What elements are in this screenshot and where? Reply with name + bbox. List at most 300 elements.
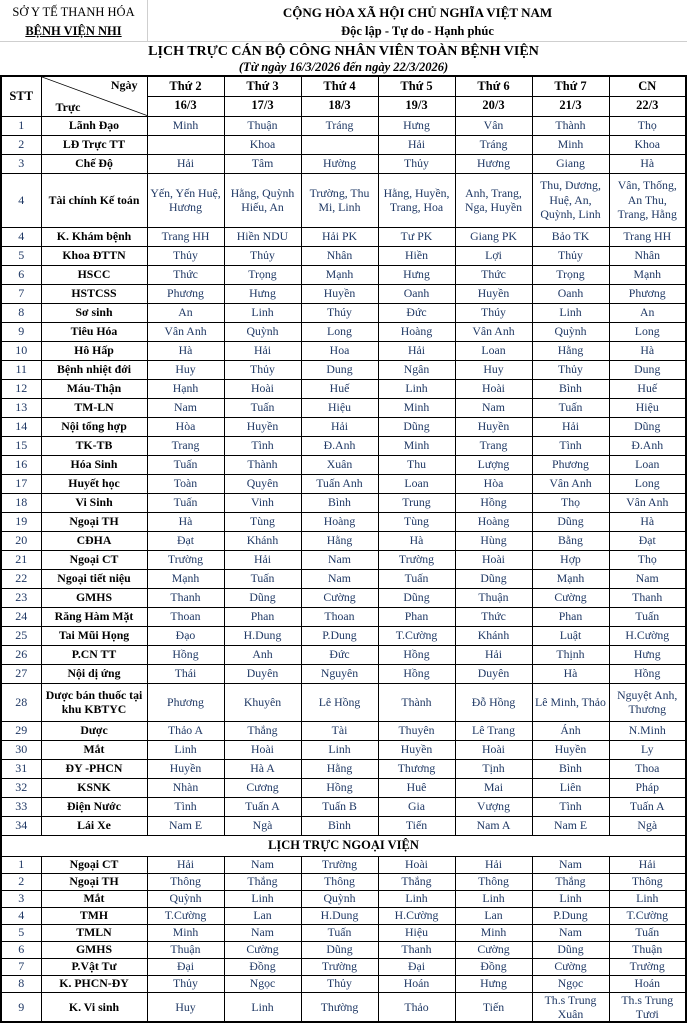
duty-cell: Dũng [532, 941, 609, 958]
duty-cell: Hằng [532, 341, 609, 360]
department-cell: TMLN [41, 924, 147, 941]
duty-cell: Bình [532, 759, 609, 778]
duty-cell: Mai [455, 778, 532, 797]
duty-cell: Hoài [224, 379, 301, 398]
section-title-row [1, 835, 686, 856]
table-row [1, 626, 686, 645]
department-cell: TK-TB [41, 436, 147, 455]
date-header: 22/3 [609, 96, 686, 116]
duty-cell: Tuấn [147, 493, 224, 512]
table-row [1, 816, 686, 835]
duty-cell: Duyên [455, 664, 532, 683]
stt-cell: 11 [1, 360, 41, 379]
duty-cell: Thảo A [147, 721, 224, 740]
table-row [1, 873, 686, 890]
duty-cell: Th.s Trung Tươi [609, 992, 686, 1022]
duty-cell: Hải PK [301, 227, 378, 246]
duty-cell: Thoan [147, 607, 224, 626]
duty-cell: Phương [609, 284, 686, 303]
duty-cell: Tình [224, 436, 301, 455]
duty-cell: Ngà [224, 816, 301, 835]
duty-cell: Linh [609, 890, 686, 907]
duty-cell: Tuấn [378, 569, 455, 588]
table-row [1, 890, 686, 907]
department-cell: Mắt [41, 740, 147, 759]
day-header: CN [609, 76, 686, 96]
duty-cell: Yến, Yến Huệ, Hương [147, 173, 224, 227]
stt-cell: 12 [1, 379, 41, 398]
duty-cell: Hà [609, 341, 686, 360]
stt-cell: 8 [1, 303, 41, 322]
duty-cell: Ly [609, 740, 686, 759]
stt-cell: 4 [1, 227, 41, 246]
duty-cell: Tiến [378, 816, 455, 835]
duty-cell: Thường [301, 992, 378, 1022]
duty-cell: H.Cường [378, 907, 455, 924]
department-cell: Mắt [41, 890, 147, 907]
duty-cell: H.Cường [609, 626, 686, 645]
stt-cell: 14 [1, 417, 41, 436]
stt-cell: 22 [1, 569, 41, 588]
department-cell: Bệnh nhiệt đới [41, 360, 147, 379]
duty-cell: Vân Anh [455, 322, 532, 341]
duty-cell: Thuyên [378, 721, 455, 740]
department-cell: TMH [41, 907, 147, 924]
duty-cell: Tịnh [455, 759, 532, 778]
duty-cell: Thuận [609, 941, 686, 958]
stt-cell: 5 [1, 246, 41, 265]
department-cell: ĐY -PHCN [41, 759, 147, 778]
duty-cell [147, 135, 224, 154]
duty-cell: Dũng [455, 569, 532, 588]
duty-cell: Hoài [455, 550, 532, 569]
duty-cell: Cường [224, 941, 301, 958]
duty-cell: Thắng [378, 873, 455, 890]
duty-cell: Hà [147, 512, 224, 531]
stt-column-header: STT [1, 76, 41, 116]
duty-cell: Phương [147, 284, 224, 303]
duty-cell: Trường [301, 958, 378, 975]
duty-cell [301, 135, 378, 154]
duty-cell: Trường, Thu Mi, Linh [301, 173, 378, 227]
department-cell: HSCC [41, 265, 147, 284]
duty-cell: Hải [532, 417, 609, 436]
department-cell: Ngoại tiết niệu [41, 569, 147, 588]
department-cell: Khoa ĐTTN [41, 246, 147, 265]
department-cell: Lãnh Đạo [41, 116, 147, 135]
duty-cell: Phan [224, 607, 301, 626]
duty-cell: Mạnh [609, 265, 686, 284]
duty-cell: Khoa [224, 135, 301, 154]
duty-cell: Linh [224, 890, 301, 907]
duty-cell: Nam [532, 924, 609, 941]
duty-cell: Bình [301, 816, 378, 835]
day-header: Thứ 6 [455, 76, 532, 96]
duty-cell: Đ.Anh [609, 436, 686, 455]
duty-cell: Bằng [532, 531, 609, 550]
duty-cell: Long [609, 474, 686, 493]
duty-cell: Trọng [224, 265, 301, 284]
duty-cell: Linh [378, 890, 455, 907]
table-row [1, 992, 686, 1022]
department-cell: Hô Hấp [41, 341, 147, 360]
duty-cell: Tuấn [301, 924, 378, 941]
duty-cell: Hiền [378, 246, 455, 265]
duty-cell: Hưng [455, 975, 532, 992]
duty-cell: Thắng [224, 873, 301, 890]
duty-cell: Hiền NDU [224, 227, 301, 246]
duty-cell: Toàn [147, 474, 224, 493]
letterhead [0, 0, 687, 42]
duty-cell: Linh [378, 379, 455, 398]
duty-cell: Thọ [532, 493, 609, 512]
duty-cell: Tuấn B [301, 797, 378, 816]
duty-cell: Liên [532, 778, 609, 797]
table-row [1, 924, 686, 941]
duty-cell: Linh [455, 890, 532, 907]
stt-cell: 1 [1, 856, 41, 873]
department-cell: CĐHA [41, 531, 147, 550]
duty-cell: Lợi [455, 246, 532, 265]
duty-cell: Thức [147, 265, 224, 284]
duty-cell: Tuấn [609, 924, 686, 941]
duty-cell: Tư PK [378, 227, 455, 246]
duty-cell: Hiệu [609, 398, 686, 417]
letterhead-left [0, 0, 148, 41]
duty-cell: Linh [532, 303, 609, 322]
department-cell: Vi Sinh [41, 493, 147, 512]
duty-cell: Hiệu [301, 398, 378, 417]
duty-cell: Phương [532, 455, 609, 474]
stt-cell: 32 [1, 778, 41, 797]
stt-cell: 20 [1, 531, 41, 550]
duty-cell: Hợp [532, 550, 609, 569]
duty-cell: Cường [532, 958, 609, 975]
duty-cell: Vân Anh [147, 322, 224, 341]
table-row [1, 975, 686, 992]
duty-cell: Luật [532, 626, 609, 645]
duty-cell: Đạt [609, 531, 686, 550]
table-row [1, 683, 686, 721]
duty-cell: Hưng [378, 116, 455, 135]
department-cell: Ngoại CT [41, 856, 147, 873]
duty-cell: Hải [224, 550, 301, 569]
duty-cell: Thương [378, 759, 455, 778]
duty-cell: Tuấn A [609, 797, 686, 816]
duty-cell: Anh, Trang, Nga, Huyền [455, 173, 532, 227]
department-cell: GMHS [41, 588, 147, 607]
table-row [1, 135, 686, 154]
duty-cell: Hưng [609, 645, 686, 664]
table-row [1, 436, 686, 455]
stt-cell: 8 [1, 975, 41, 992]
duty-cell: Nam [301, 550, 378, 569]
table-row [1, 246, 686, 265]
duty-cell: Huế [301, 379, 378, 398]
department-cell: Lái Xe [41, 816, 147, 835]
date-header: 18/3 [301, 96, 378, 116]
duty-cell: Hùng [455, 531, 532, 550]
duty-cell: Thông [147, 873, 224, 890]
table-row [1, 303, 686, 322]
duty-cell: Thông [609, 873, 686, 890]
duty-cell: Huyền [532, 740, 609, 759]
table-row [1, 322, 686, 341]
duty-cell: Hằng, Huyền, Trang, Hoa [378, 173, 455, 227]
duty-cell: Thức [455, 607, 532, 626]
day-header: Thứ 7 [532, 76, 609, 96]
department-cell: Dược [41, 721, 147, 740]
date-header: 21/3 [532, 96, 609, 116]
duty-cell: Hồng [378, 645, 455, 664]
duty-cell: Trường [378, 550, 455, 569]
duty-cell: Tuấn [147, 455, 224, 474]
duty-cell: Mạnh [301, 265, 378, 284]
stt-cell: 18 [1, 493, 41, 512]
duty-cell: Minh [455, 924, 532, 941]
duty-cell: Nhàn [147, 778, 224, 797]
duty-cell: An [609, 303, 686, 322]
duty-cell: Thành [224, 455, 301, 474]
stt-cell: 25 [1, 626, 41, 645]
duty-cell: Hoài [224, 740, 301, 759]
duty-cell: Xuân [301, 455, 378, 474]
department-cell: Tiêu Hóa [41, 322, 147, 341]
duty-cell: Thủy [301, 975, 378, 992]
department-cell: Hóa Sinh [41, 455, 147, 474]
duty-cell: Minh [378, 398, 455, 417]
duty-cell: Dũng [301, 941, 378, 958]
duty-cell: Thịnh [532, 645, 609, 664]
duty-cell: Đạt [147, 531, 224, 550]
duty-cell: Hà [609, 154, 686, 173]
duty-cell: Đồng [455, 958, 532, 975]
duty-cell: Dũng [378, 588, 455, 607]
duty-cell: Phan [532, 607, 609, 626]
main-duty-section [1, 116, 686, 835]
table-row [1, 379, 686, 398]
duty-cell: Minh [378, 436, 455, 455]
stt-cell: 6 [1, 941, 41, 958]
duty-table [0, 75, 687, 1023]
duty-cell: Hoán [378, 975, 455, 992]
table-row [1, 778, 686, 797]
duty-cell: H.Dung [224, 626, 301, 645]
department-cell: K. PHCN-ĐY [41, 975, 147, 992]
duty-cell: Thọ [609, 116, 686, 135]
duty-cell: Huyền [455, 284, 532, 303]
duty-cell: Thu [378, 455, 455, 474]
duty-cell: H.Dung [301, 907, 378, 924]
duty-cell: Nam E [147, 816, 224, 835]
letterhead-right [148, 0, 687, 41]
duty-cell: Loan [455, 341, 532, 360]
duty-cell: Hà [609, 512, 686, 531]
duty-cell: Nam [301, 569, 378, 588]
department-of-health-name: SỞ Y TẾ THANH HÓA [12, 5, 135, 19]
duty-cell: Huy [455, 360, 532, 379]
duty-cell: Anh [224, 645, 301, 664]
date-header: 20/3 [455, 96, 532, 116]
duty-cell: Hà A [224, 759, 301, 778]
duty-cell: Lan [224, 907, 301, 924]
table-row [1, 116, 686, 135]
stt-cell: 23 [1, 588, 41, 607]
duty-cell: Huyền [224, 417, 301, 436]
stt-cell: 2 [1, 873, 41, 890]
duty-cell: T.Cường [147, 907, 224, 924]
duty-cell: Mạnh [147, 569, 224, 588]
duty-cell: Hà [532, 664, 609, 683]
department-cell: Chế Độ [41, 154, 147, 173]
table-row [1, 588, 686, 607]
duty-cell: Dũng [609, 417, 686, 436]
duty-cell: Thọ [609, 550, 686, 569]
duty-cell: Thủy [532, 360, 609, 379]
duty-cell: Lê Hồng [301, 683, 378, 721]
corner-label-ngay: Ngày [110, 78, 138, 92]
duty-cell: Hằng, Quỳnh Hiếu, An [224, 173, 301, 227]
duty-cell: Trọng [532, 265, 609, 284]
duty-cell: Khánh [455, 626, 532, 645]
department-cell: Ngoại TH [41, 873, 147, 890]
duty-cell: Hồng [301, 778, 378, 797]
table-row [1, 360, 686, 379]
duty-cell: Vân Anh [532, 474, 609, 493]
stt-cell: 4 [1, 907, 41, 924]
department-cell: Răng Hàm Mặt [41, 607, 147, 626]
table-row [1, 907, 686, 924]
duty-cell: Tâm [224, 154, 301, 173]
duty-cell: Huyền [378, 740, 455, 759]
duty-cell: Thuận [224, 116, 301, 135]
duty-cell: Tùng [224, 512, 301, 531]
duty-cell: Lê Minh, Thảo [532, 683, 609, 721]
duty-cell: Thủy [224, 246, 301, 265]
duty-cell: Trang HH [147, 227, 224, 246]
department-cell: K. Khám bệnh [41, 227, 147, 246]
department-cell: Máu-Thận [41, 379, 147, 398]
duty-cell: Khánh [224, 531, 301, 550]
department-cell: P.CN TT [41, 645, 147, 664]
duty-cell: Hoàng [301, 512, 378, 531]
duty-cell: Quyên [224, 474, 301, 493]
duty-cell: P.Dung [532, 907, 609, 924]
department-cell: LĐ Trực TT [41, 135, 147, 154]
duty-cell: Thủy [532, 246, 609, 265]
duty-cell: Hòa [147, 417, 224, 436]
duty-cell: Minh [147, 116, 224, 135]
stt-cell: 24 [1, 607, 41, 626]
duty-cell: Linh [301, 740, 378, 759]
duty-cell: Thắng [224, 721, 301, 740]
duty-cell: Thức [455, 265, 532, 284]
duty-cell: Thông [455, 873, 532, 890]
duty-cell: Ngọc [224, 975, 301, 992]
stt-cell: 1 [1, 116, 41, 135]
duty-cell: Nam [224, 856, 301, 873]
duty-cell: Hồng [147, 645, 224, 664]
duty-cell: Thanh [609, 588, 686, 607]
duty-cell: Quỳnh [532, 322, 609, 341]
stt-cell: 3 [1, 890, 41, 907]
duty-cell: Thoan [301, 607, 378, 626]
duty-cell: Nguyên [301, 664, 378, 683]
stt-cell: 7 [1, 958, 41, 975]
duty-cell: Giang [532, 154, 609, 173]
duty-cell: Trường [301, 856, 378, 873]
duty-cell: Nam [455, 398, 532, 417]
corner-diagonal-cell [41, 76, 147, 116]
duty-cell: Trang [455, 436, 532, 455]
duty-cell: Pháp [609, 778, 686, 797]
department-cell: Điện Nước [41, 797, 147, 816]
table-row [1, 265, 686, 284]
department-cell: Nội dị ứng [41, 664, 147, 683]
duty-cell: Tuấn [532, 398, 609, 417]
table-row [1, 493, 686, 512]
duty-cell: Dung [609, 360, 686, 379]
table-row [1, 455, 686, 474]
duty-cell: Dũng [224, 588, 301, 607]
table-row [1, 740, 686, 759]
department-cell: K. Vi sinh [41, 992, 147, 1022]
duty-cell: Hải [609, 856, 686, 873]
duty-cell: Huy [147, 992, 224, 1022]
department-cell: HSTCSS [41, 284, 147, 303]
duty-cell: Đỗ Hồng [455, 683, 532, 721]
stt-cell: 7 [1, 284, 41, 303]
stt-cell: 9 [1, 992, 41, 1022]
duty-cell: Hoài [455, 740, 532, 759]
duty-cell: Nhân [301, 246, 378, 265]
table-row [1, 341, 686, 360]
date-header: 19/3 [378, 96, 455, 116]
duty-cell: Vượng [455, 797, 532, 816]
duty-cell: Vân, Thống, An Thu, Trang, Hằng [609, 173, 686, 227]
duty-cell: Thuận [455, 588, 532, 607]
department-cell: KSNK [41, 778, 147, 797]
duty-cell: Hồng [378, 664, 455, 683]
stt-cell: 17 [1, 474, 41, 493]
corner-label-truc: Trực [55, 99, 81, 114]
duty-cell: Tình [532, 436, 609, 455]
department-cell: Tài chính Kế toán [41, 173, 147, 227]
table-row [1, 759, 686, 778]
duty-cell: An [147, 303, 224, 322]
duty-cell: Minh [532, 135, 609, 154]
duty-cell: Thủy [147, 975, 224, 992]
duty-cell: Nguyệt Anh, Thương [609, 683, 686, 721]
duty-cell: Thoa [609, 759, 686, 778]
duty-cell: Long [609, 322, 686, 341]
table-row [1, 569, 686, 588]
department-cell: Huyết học [41, 474, 147, 493]
duty-cell: Thảo [378, 992, 455, 1022]
stt-cell: 31 [1, 759, 41, 778]
duty-cell: Hoài [378, 856, 455, 873]
duty-cell: Hải [455, 645, 532, 664]
duty-cell: Dũng [378, 417, 455, 436]
duty-cell: Phan [378, 607, 455, 626]
national-motto-line1: CỘNG HÒA XÃ HỘI CHỦ NGHĨA VIỆT NAM [282, 5, 553, 20]
duty-cell: Tráng [301, 116, 378, 135]
duty-cell: Huyền [147, 759, 224, 778]
duty-cell: Dung [301, 360, 378, 379]
duty-cell: Hoài [455, 379, 532, 398]
duty-cell: Bình [301, 493, 378, 512]
duty-cell: Hạnh [147, 379, 224, 398]
